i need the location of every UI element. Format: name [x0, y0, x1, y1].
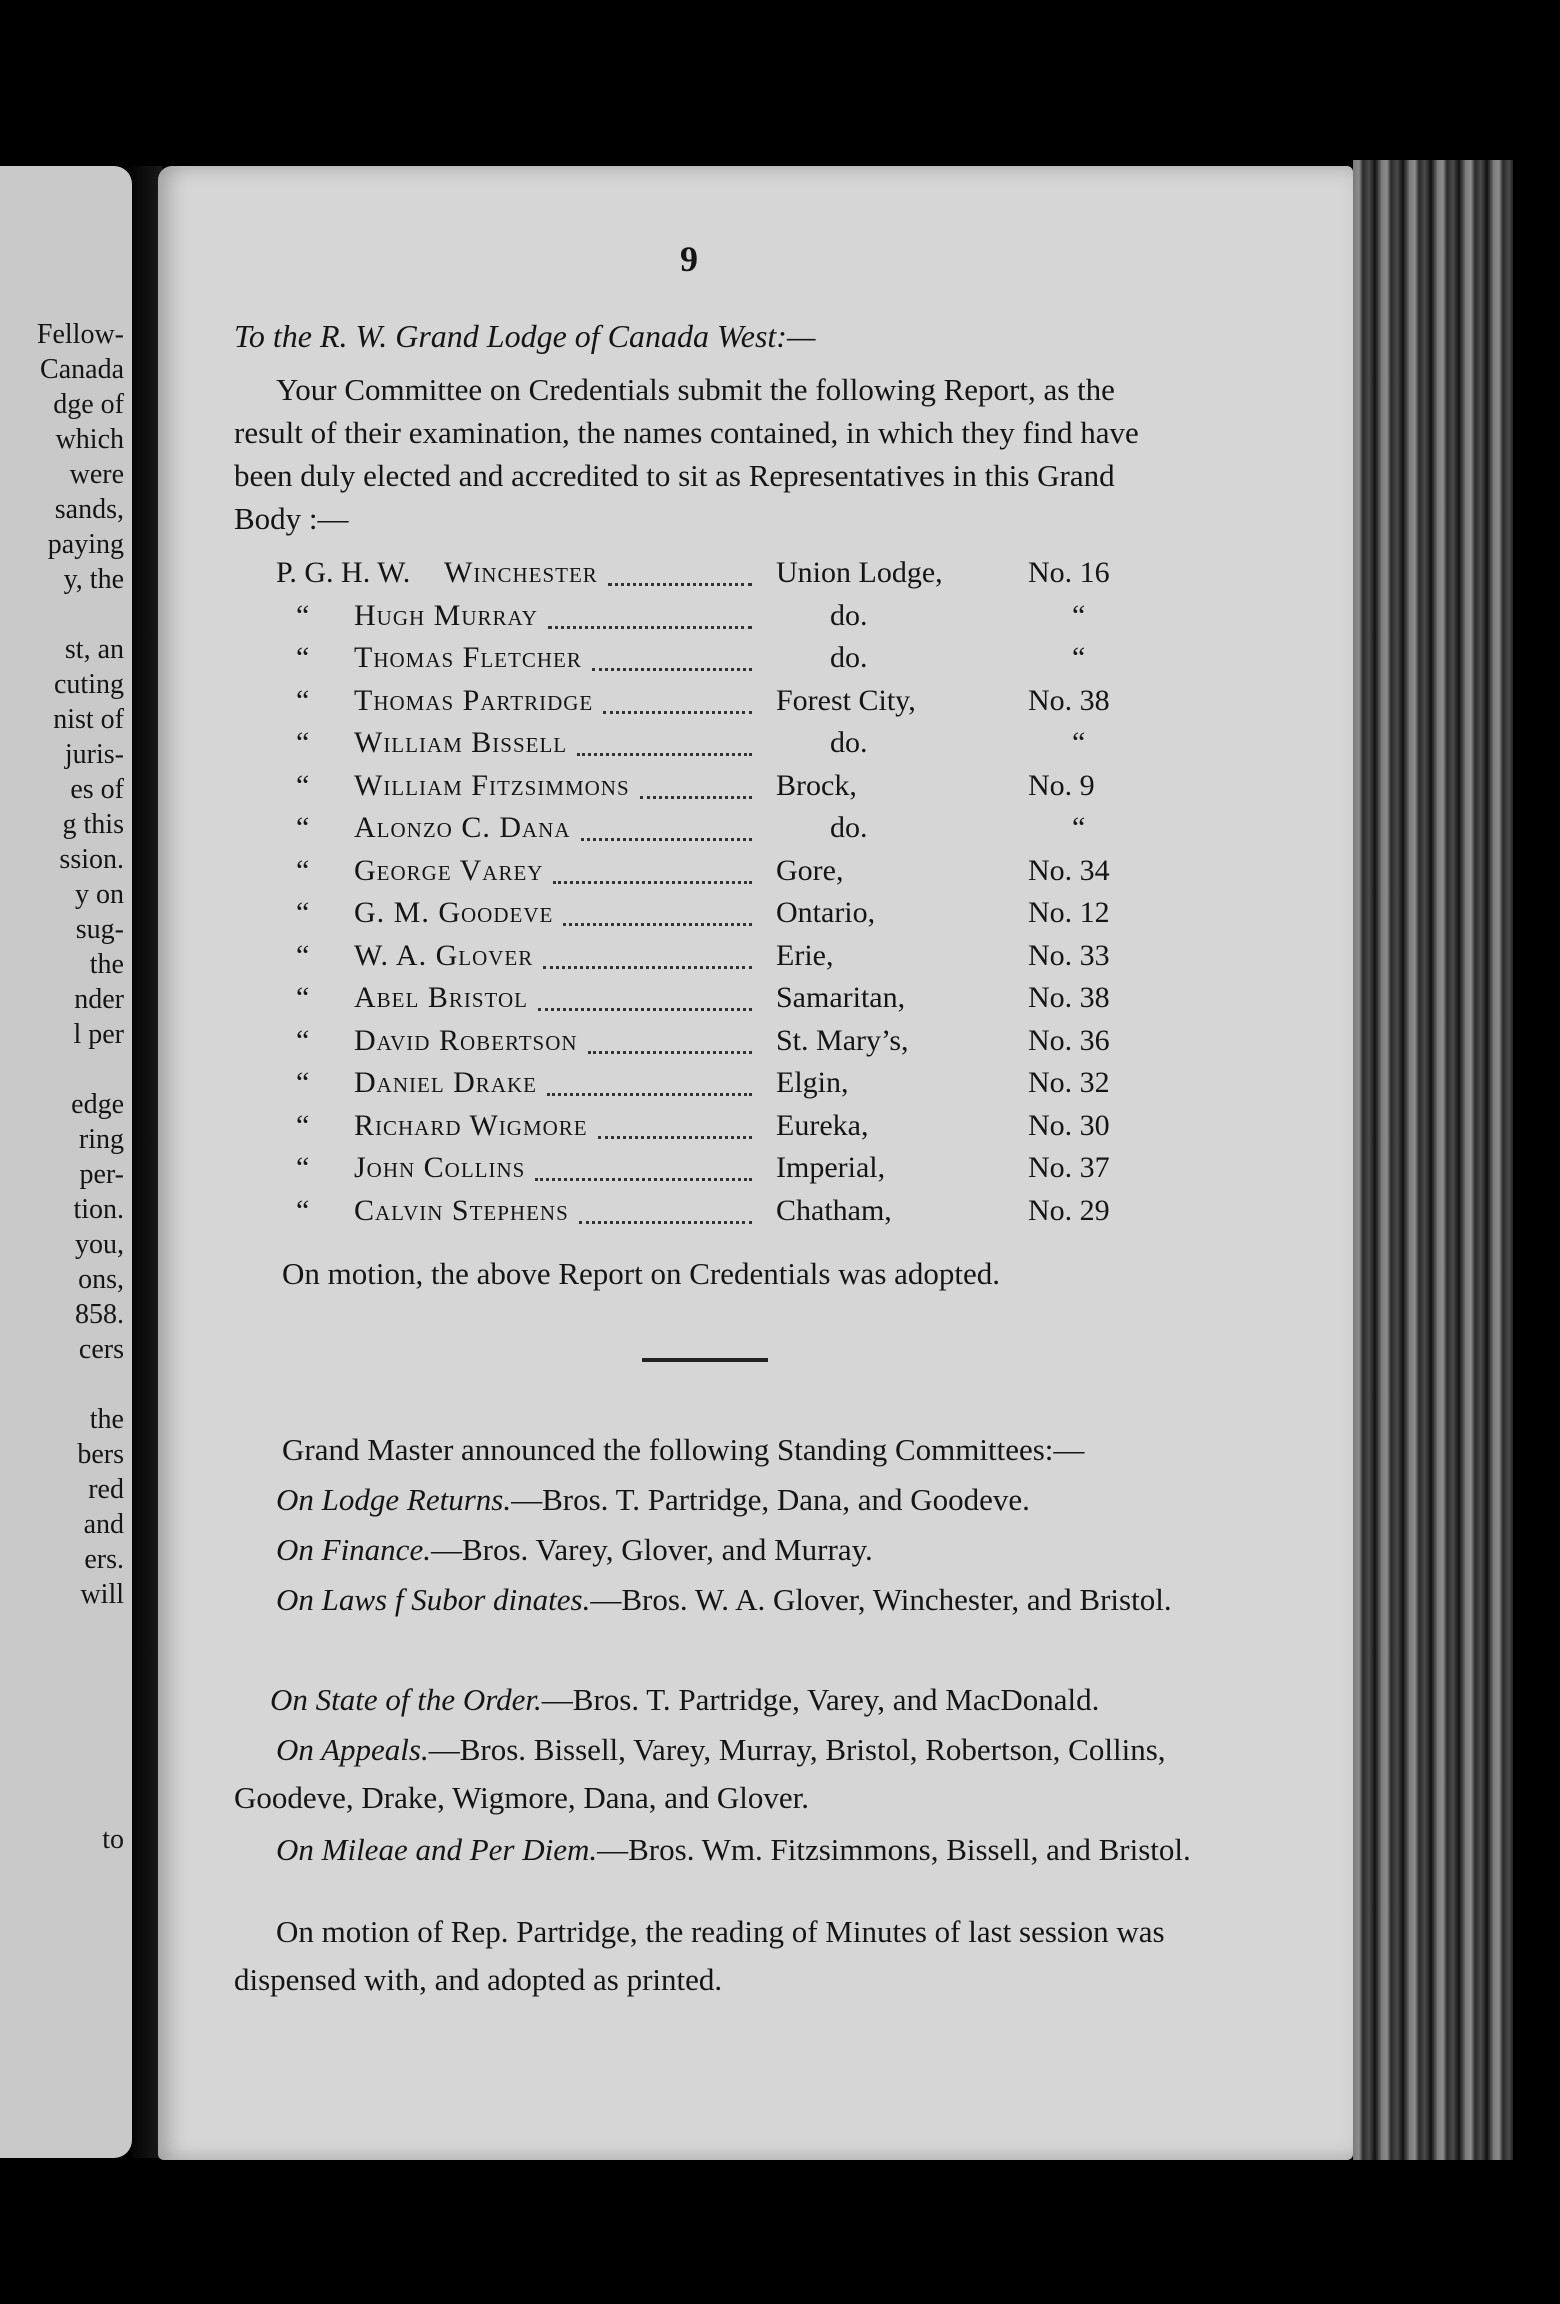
representative-name: David Robertson	[354, 1023, 578, 1057]
lodge-number: No. 34	[1028, 853, 1110, 887]
committee-name: On Lodge Returns.	[276, 1482, 512, 1517]
leader-dots	[548, 624, 752, 629]
committee-name: On State of the Order.	[270, 1682, 542, 1717]
leader-dots	[579, 1219, 752, 1224]
representative-name: Daniel Drake	[354, 1066, 537, 1099]
left-page-line: es of	[70, 774, 124, 805]
leader-dots	[592, 666, 752, 671]
representative-name: William Bissell	[354, 726, 568, 759]
representative-name: Thomas Partridge	[354, 683, 594, 717]
committee-entry	[234, 1726, 1194, 1822]
left-page-line: sands,	[54, 494, 124, 525]
left-page-line: Fellow-	[36, 319, 124, 350]
representative-name: William Fitzsimmons	[354, 768, 630, 802]
lodge-name: Samaritan,	[776, 981, 906, 1014]
lodge-name: Imperial,	[776, 1151, 886, 1184]
lodge-name: Union Lodge,	[776, 556, 943, 589]
left-page-line: per-	[79, 1159, 124, 1190]
representative-name: Winchester	[444, 556, 598, 589]
leader-dots	[547, 1091, 752, 1096]
representative-prefix: “	[296, 1108, 310, 1142]
representative-name: Hugh Murray	[354, 598, 538, 632]
lodge-number: No. 36	[1028, 1023, 1110, 1057]
page-edges	[1353, 160, 1513, 2160]
left-page-line: cers	[78, 1334, 124, 1365]
committees-intro: Grand Master announced the following Standing Committees:—	[282, 1432, 1085, 1467]
left-page-line: st, an	[64, 634, 124, 665]
leader-dots	[598, 1134, 752, 1139]
left-page-line: nist of	[53, 704, 124, 735]
representative-prefix: “	[296, 896, 310, 929]
committee-members: —Bros. W. A. Glover, Winchester, and Bristol.	[590, 1582, 1172, 1617]
left-page-line: sug-	[75, 914, 124, 945]
committee-members: —Bros. Bissell, Varey, Murray, Bristol, Robertson, Collins, Goodeve, Drake, Wigmore, Dana, and Glover.	[234, 1732, 1166, 1815]
left-page-line: red	[88, 1474, 124, 1505]
lodge-number: No. 12	[1028, 896, 1110, 929]
representative-prefix: “	[296, 981, 310, 1014]
lodge-number: No. 9	[1028, 768, 1095, 802]
representative-name: Abel Bristol	[354, 981, 528, 1014]
representative-row	[276, 726, 1136, 768]
leader-dots	[608, 581, 752, 586]
representative-prefix: “	[296, 1151, 310, 1184]
leader-dots	[640, 794, 752, 799]
committee-name: On Appeals.	[276, 1732, 429, 1767]
representative-row	[276, 1109, 1136, 1151]
left-page-line: the	[89, 1404, 124, 1435]
lodge-number: “	[1072, 641, 1086, 674]
left-page-line: 858.	[75, 1299, 124, 1330]
leader-dots	[603, 709, 752, 714]
left-page-line: which	[55, 424, 124, 455]
left-page-line: were	[69, 459, 124, 490]
lodge-number: “	[1072, 598, 1086, 632]
lodge-name: Forest City,	[776, 683, 916, 717]
committee-entry	[234, 1576, 1194, 1624]
left-page-line: ons,	[78, 1264, 124, 1295]
representative-name: Alonzo C. Dana	[354, 811, 571, 844]
section-divider	[642, 1358, 768, 1362]
representative-row	[276, 939, 1136, 981]
committee-entry	[234, 1676, 1194, 1724]
closing-paragraph: On motion of Rep. Partridge, the reading of Minutes of last session was dispensed with, and adopted as printed.	[234, 1914, 1165, 1997]
left-page-line: you,	[75, 1229, 124, 1260]
committee-members: —Bros. Wm. Fitzsimmons, Bissell, and Bristol.	[597, 1832, 1191, 1867]
representative-name: George Varey	[354, 853, 544, 887]
committee-name: On Laws f Subor dinates.	[276, 1582, 591, 1617]
representative-row	[276, 1066, 1136, 1108]
left-page-line: juris-	[64, 739, 124, 770]
committee-entry	[234, 1526, 1194, 1574]
credentials-adopted: On motion, the above Report on Credentials was adopted.	[282, 1256, 1001, 1291]
left-page-line: dge of	[53, 389, 124, 420]
left-page-line: y on	[75, 879, 124, 910]
lodge-number: “	[1072, 811, 1086, 844]
representative-name: Thomas Fletcher	[354, 641, 582, 674]
leader-dots	[588, 1049, 752, 1054]
representative-name: G. M. Goodeve	[354, 896, 554, 929]
left-page-line: cuting	[54, 669, 124, 700]
left-page-line: g this	[62, 809, 124, 840]
representative-row	[276, 854, 1136, 896]
representative-row	[276, 1151, 1136, 1193]
representative-prefix: “	[296, 938, 310, 972]
representative-row	[276, 769, 1136, 811]
lodge-number: No. 30	[1028, 1108, 1110, 1142]
left-facing-page	[0, 166, 132, 2158]
lodge-name: Elgin,	[776, 1066, 849, 1099]
representative-row	[276, 1194, 1136, 1236]
lodge-name: Brock,	[776, 768, 857, 802]
representative-row	[276, 896, 1136, 938]
leader-dots	[538, 1006, 752, 1011]
representative-prefix: “	[296, 683, 310, 717]
representative-prefix: “	[296, 641, 310, 674]
representative-prefix: “	[296, 768, 310, 802]
representative-prefix: “	[296, 811, 310, 844]
committee-members: —Bros. Varey, Glover, and Murray.	[430, 1532, 873, 1567]
lodge-name: Gore,	[776, 853, 844, 887]
leader-dots	[563, 921, 752, 926]
leader-dots	[577, 751, 752, 756]
lodge-number: No. 16	[1028, 556, 1110, 589]
left-page-line: ssion.	[59, 844, 124, 875]
representative-name: John Collins	[354, 1151, 526, 1184]
committee-entry	[234, 1476, 1194, 1524]
leader-dots	[553, 879, 752, 884]
left-page-line: ers.	[84, 1544, 124, 1575]
lodge-name: do.	[830, 641, 868, 674]
committee-members: —Bros. T. Partridge, Dana, and Goodeve.	[511, 1482, 1030, 1517]
left-page-line: and	[83, 1509, 124, 1540]
representative-row	[276, 556, 1136, 598]
committee-name: On Mileae and Per Diem.	[276, 1832, 598, 1867]
lodge-name: do.	[830, 726, 868, 759]
representative-prefix: “	[296, 726, 310, 759]
left-page-line: the	[89, 949, 124, 980]
salutation: To the R. W. Grand Lodge of Canada West:—	[234, 318, 816, 354]
left-page-line: nder	[74, 984, 124, 1015]
lodge-number: No. 38	[1028, 683, 1110, 717]
lodge-number: No. 29	[1028, 1193, 1110, 1227]
representative-name: Calvin Stephens	[354, 1193, 569, 1227]
left-page-line: Canada	[40, 354, 124, 385]
left-page-line: l per	[73, 1019, 124, 1050]
representative-prefix: “	[296, 1023, 310, 1057]
representative-row	[276, 981, 1136, 1023]
lodge-number: No. 33	[1028, 938, 1110, 972]
representative-name: Richard Wigmore	[354, 1108, 588, 1142]
left-page-line: to	[102, 1824, 124, 1855]
representative-row	[276, 811, 1136, 853]
left-page-line: ring	[78, 1124, 124, 1155]
lodge-number: No. 32	[1028, 1066, 1110, 1099]
lodge-number: No. 38	[1028, 981, 1110, 1014]
left-page-line: will	[80, 1579, 124, 1610]
page-number: 9	[680, 239, 698, 279]
left-page-line: y, the	[63, 564, 124, 595]
representative-name: W. A. Glover	[354, 938, 534, 972]
lodge-name: St. Mary’s,	[776, 1023, 909, 1057]
lodge-name: Erie,	[776, 938, 834, 972]
left-page-line: paying	[47, 529, 124, 560]
representative-prefix: “	[296, 598, 310, 632]
lodge-name: Eureka,	[776, 1108, 869, 1142]
committee-name: On Finance.	[276, 1532, 431, 1567]
lodge-name: do.	[830, 811, 868, 844]
representative-prefix: “	[296, 1193, 310, 1227]
lodge-name: do.	[830, 598, 868, 632]
lodge-name: Ontario,	[776, 896, 876, 929]
representative-row	[276, 1024, 1136, 1066]
representative-prefix: “	[296, 1066, 310, 1099]
lodge-number: No. 37	[1028, 1151, 1110, 1184]
lodge-number: “	[1072, 726, 1086, 759]
leader-dots	[581, 836, 752, 841]
representative-prefix: “	[296, 853, 310, 887]
committee-members: —Bros. T. Partridge, Varey, and MacDonald.	[541, 1682, 1100, 1717]
representative-prefix: P. G. H. W.	[276, 556, 411, 589]
intro-paragraph: Your Committee on Credentials submit the following Report, as the result of their examination, the names contained, in which they find have been duly elected and accredited to sit as Representatives in this Grand Body :—	[234, 372, 1139, 536]
lodge-name: Chatham,	[776, 1193, 892, 1227]
representative-row	[276, 641, 1136, 683]
representative-row	[276, 599, 1136, 641]
left-page-line: bers	[77, 1439, 124, 1470]
left-page-line: tion.	[73, 1194, 124, 1225]
leader-dots	[535, 1176, 752, 1181]
committee-entry	[234, 1826, 1194, 1874]
leader-dots	[543, 964, 752, 969]
representative-row	[276, 684, 1136, 726]
left-page-line: edge	[71, 1089, 124, 1120]
